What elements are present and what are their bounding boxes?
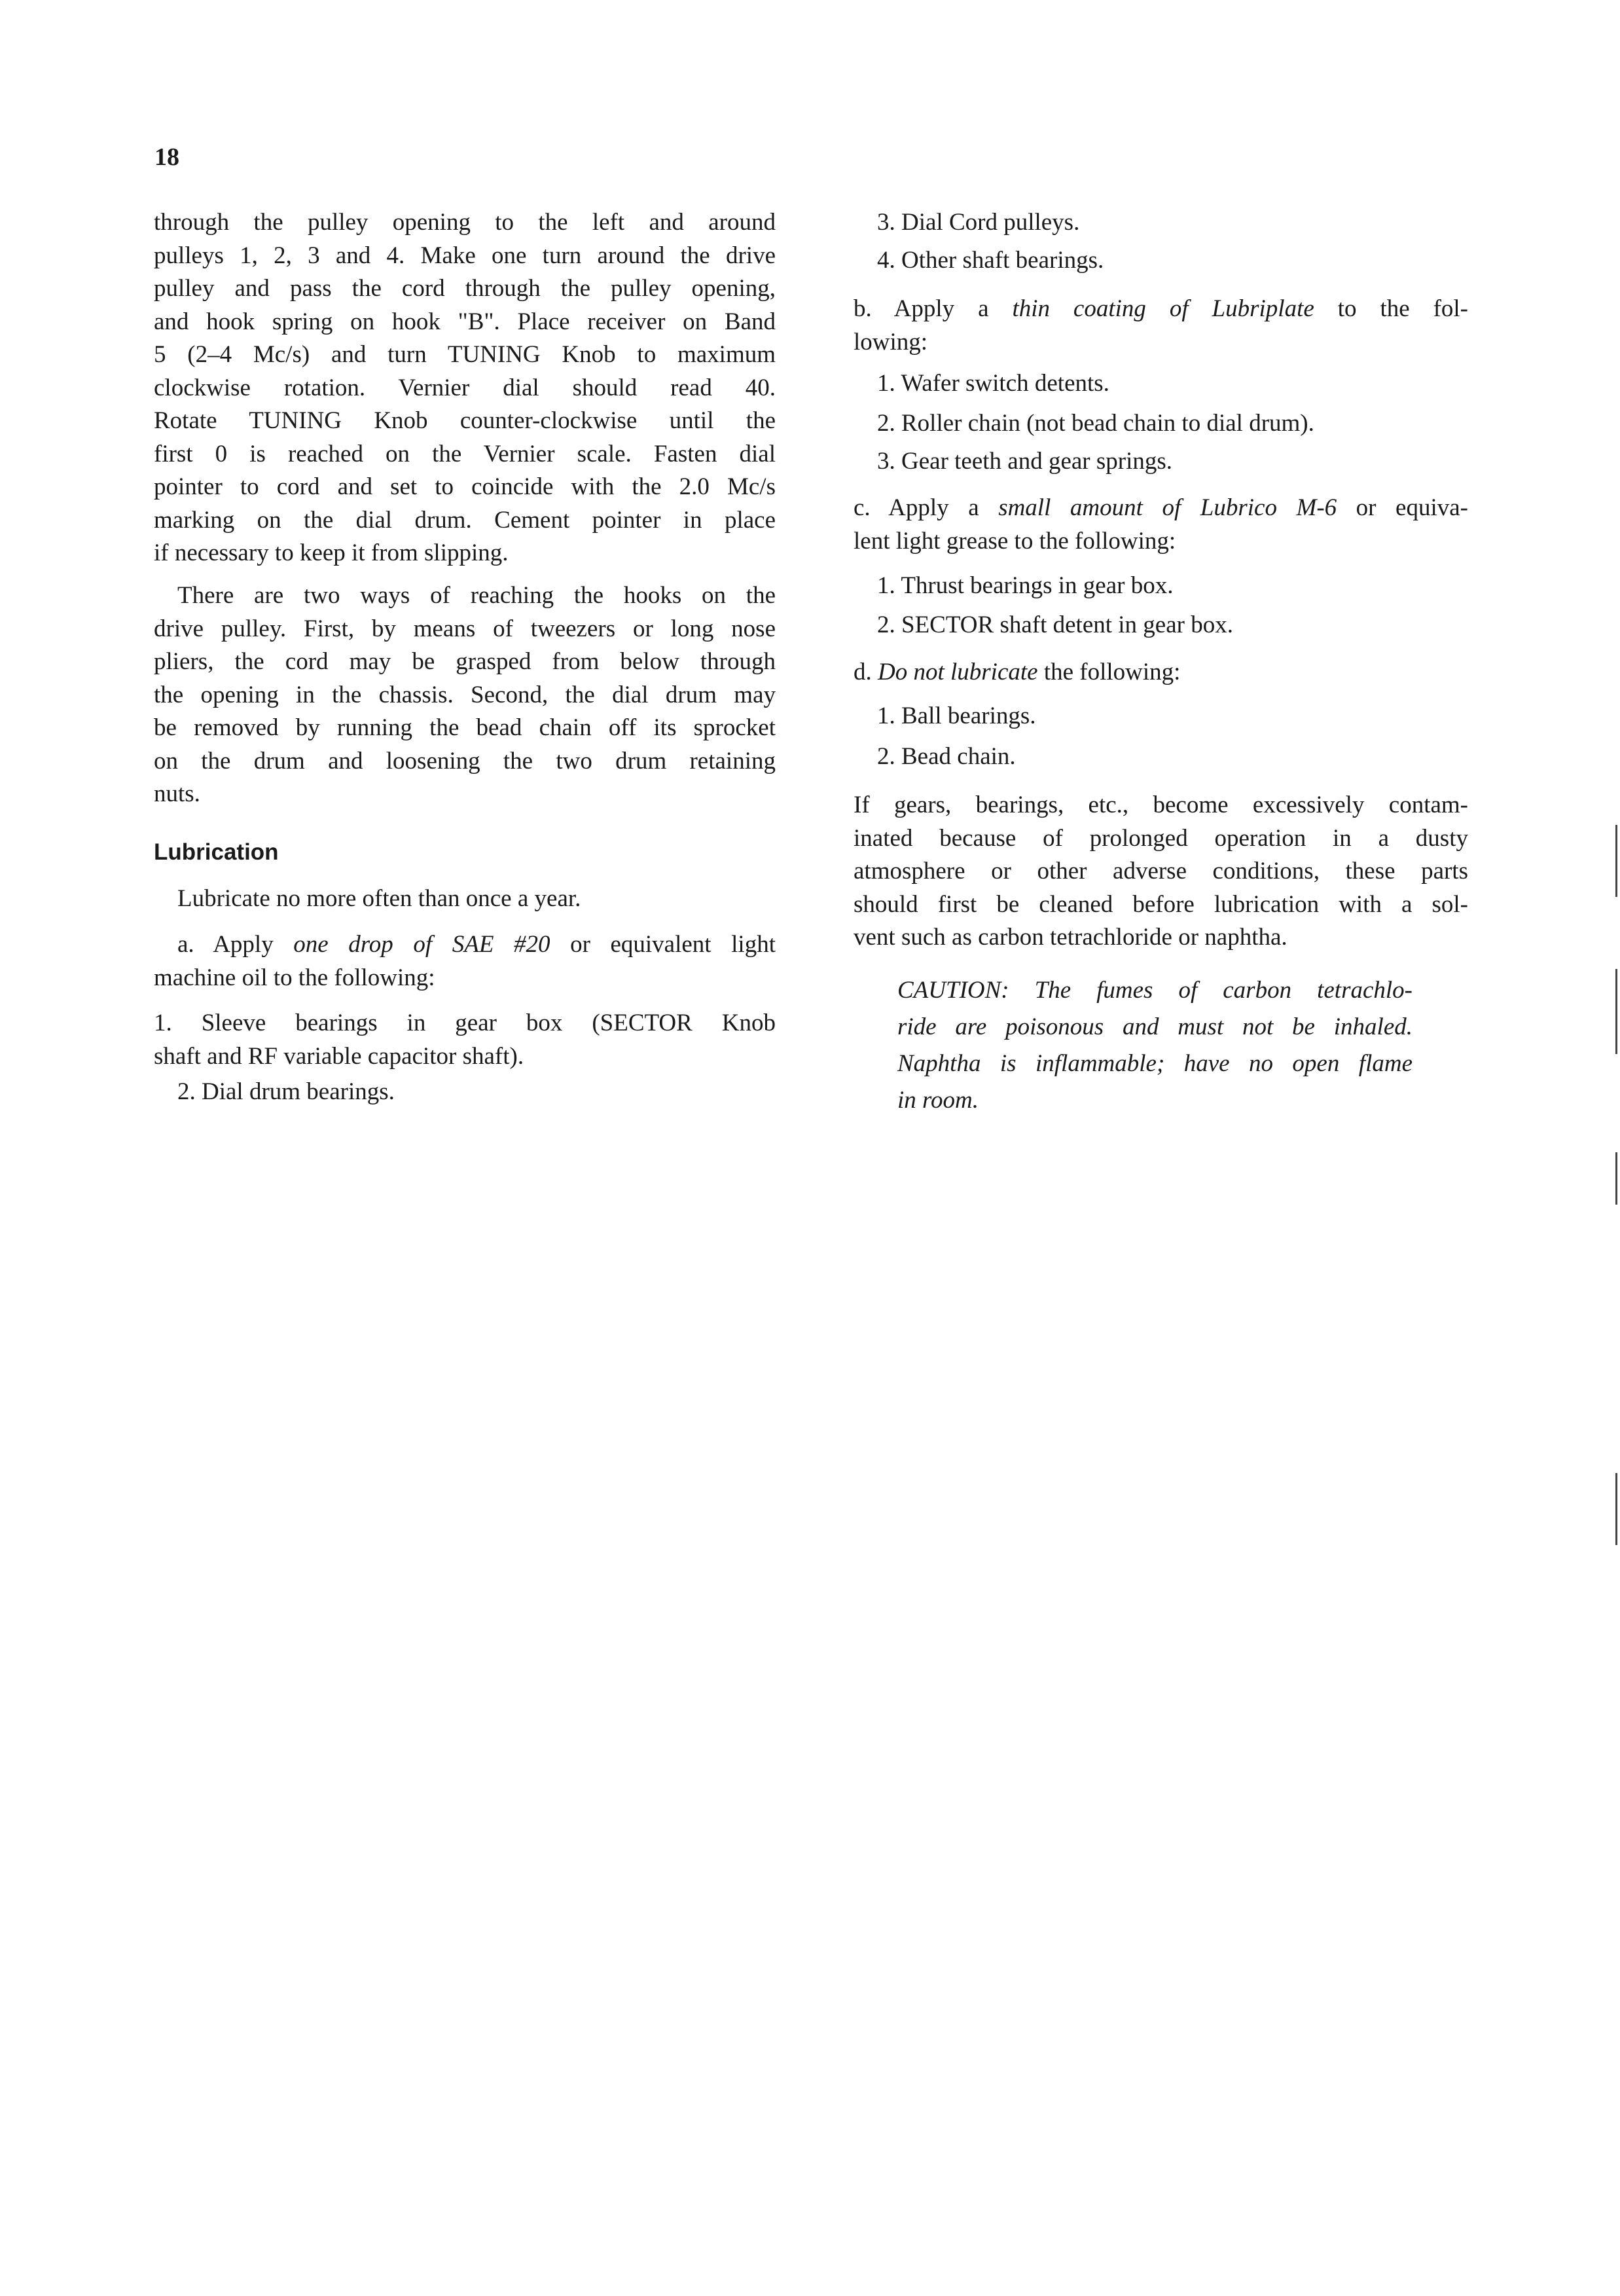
text-line: pulley and pass the cord through the pulley opening, xyxy=(154,275,776,302)
page-number: 18 xyxy=(154,143,179,171)
paragraph-do-not-lubricate xyxy=(854,656,1468,689)
text-segment: d. xyxy=(854,659,878,685)
text-line: atmosphere or other adverse conditions, these parts xyxy=(854,858,1468,884)
scan-edge-mark xyxy=(1615,825,1617,897)
text-line: 1. Wafer switch detents. xyxy=(877,370,1109,397)
list-item-roller-chain xyxy=(854,407,1468,441)
emphasized-text: small amount of Lubrico M-6 xyxy=(998,494,1337,521)
text-line: should first be cleaned before lubrication with a sol- xyxy=(854,890,1468,918)
text-line: through the pulley opening to the left and around xyxy=(154,209,776,236)
text-line: first 0 is reached on the Vernier scale. Fasten dial xyxy=(154,440,776,467)
text-line: shaft and RF variable capacitor shaft). xyxy=(154,1042,524,1070)
scan-edge-mark xyxy=(1615,1152,1617,1205)
text-line: lowing: xyxy=(854,328,928,355)
text-line: on the drum and loosening the two drum retaining xyxy=(154,747,776,774)
list-item-sleeve-bearings xyxy=(154,1007,776,1073)
text-line: If gears, bearings, etc., become excessively contam- xyxy=(854,792,1468,818)
list-item-dial-drum-bearings xyxy=(154,1076,776,1109)
text-line: 1. Thrust bearings in gear box. xyxy=(877,572,1174,599)
text-line: Lubricate no more often than once a year. xyxy=(177,885,581,912)
paragraph-lubrication-frequency xyxy=(154,883,776,916)
list-item-gear-teeth xyxy=(854,445,1468,479)
emphasized-text: one drop of SAE #20 xyxy=(293,931,550,958)
list-item-bead-chain xyxy=(854,740,1468,774)
text-line: 1. Sleeve bearings in gear box (SECTOR Knob xyxy=(154,1010,776,1036)
text-line: inated because of prolonged operation in a dusty xyxy=(854,824,1468,852)
text-line xyxy=(854,293,1468,326)
text-segment: c. Apply a xyxy=(854,494,999,521)
text-line xyxy=(854,492,1468,525)
text-line: drive pulley. First, by means of tweezers or long nose xyxy=(154,615,776,642)
text-line: Naphtha is inflammable; have no open flame xyxy=(897,1050,1413,1077)
list-item-dial-cord-pulleys xyxy=(854,206,1468,240)
emphasized-text: Do not lubricate xyxy=(878,659,1038,685)
paragraph-apply-lubriplate xyxy=(854,293,1468,359)
paragraph-reaching-hooks xyxy=(154,579,776,811)
text-line: pulleys 1, 2, 3 and 4. Make one turn around the drive xyxy=(154,242,776,269)
text-line xyxy=(854,656,1468,689)
text-line: in room. xyxy=(897,1087,979,1114)
text-segment: a. Apply xyxy=(177,931,294,958)
text-segment: to the fol- xyxy=(1314,295,1468,322)
text-line: 2. Dial drum bearings. xyxy=(177,1078,395,1105)
scan-edge-mark xyxy=(1615,969,1617,1054)
text-line xyxy=(154,928,776,962)
list-item-thrust-bearings xyxy=(854,570,1468,603)
caution-note xyxy=(897,972,1413,1119)
list-item-other-shaft-bearings xyxy=(854,244,1468,278)
text-line: machine oil to the following: xyxy=(154,964,435,991)
paragraph-apply-grease xyxy=(854,492,1468,558)
text-line: 2. SECTOR shaft detent in gear box. xyxy=(877,611,1233,638)
list-item-wafer-switch xyxy=(854,367,1468,401)
text-line: Rotate TUNING Knob counter-clockwise until the xyxy=(154,407,776,434)
text-line: vent such as carbon tetrachloride or naphtha. xyxy=(854,924,1287,951)
scan-edge-mark xyxy=(1615,1473,1617,1545)
text-line: the opening in the chassis. Second, the dial drum may xyxy=(154,681,776,708)
text-line: pliers, the cord may be grasped from below through xyxy=(154,648,776,675)
text-line: 2. Roller chain (not bead chain to dial drum). xyxy=(877,410,1314,437)
text-line: and hook spring on hook "B". Place receiver on Band xyxy=(154,308,776,335)
text-line: if necessary to keep it from slipping. xyxy=(154,539,509,566)
text-segment: b. Apply a xyxy=(854,295,1013,322)
text-line: CAUTION: The fumes of carbon tetrachlo- xyxy=(897,977,1413,1004)
text-line: nuts. xyxy=(154,780,200,807)
paragraph-dial-cord-instructions xyxy=(154,206,776,570)
section-heading-lubrication: Lubrication xyxy=(154,839,279,865)
text-line: pointer to cord and set to coincide with the 2.0 Mc/s xyxy=(154,473,776,500)
text-segment: or equivalent light xyxy=(550,931,776,958)
text-segment: the following: xyxy=(1037,659,1181,685)
text-line: 4. Other shaft bearings. xyxy=(877,247,1104,274)
text-line: 5 (2–4 Mc/s) and turn TUNING Knob to maximum xyxy=(154,341,776,368)
text-line: lent light grease to the following: xyxy=(854,527,1176,555)
text-line: 1. Ball bearings. xyxy=(877,702,1036,729)
text-line: 3. Dial Cord pulleys. xyxy=(877,209,1080,236)
text-line: ride are poisonous and must not be inhaled. xyxy=(897,1013,1413,1040)
text-line: clockwise rotation. Vernier dial should read 40. xyxy=(154,374,776,401)
emphasized-text: thin coating of Lubriplate xyxy=(1012,295,1314,322)
paragraph-apply-oil xyxy=(154,928,776,994)
paragraph-cleaning xyxy=(854,789,1468,955)
text-line: 3. Gear teeth and gear springs. xyxy=(877,448,1173,475)
list-item-sector-detent xyxy=(854,609,1468,642)
text-line: 2. Bead chain. xyxy=(877,743,1016,770)
text-line: marking on the dial drum. Cement pointer in place xyxy=(154,506,776,534)
text-line: be removed by running the bead chain off its sprocket xyxy=(154,714,776,741)
text-line: There are two ways of reaching the hooks on the xyxy=(177,582,776,609)
list-item-ball-bearings xyxy=(854,700,1468,733)
text-segment: or equiva- xyxy=(1337,494,1468,521)
